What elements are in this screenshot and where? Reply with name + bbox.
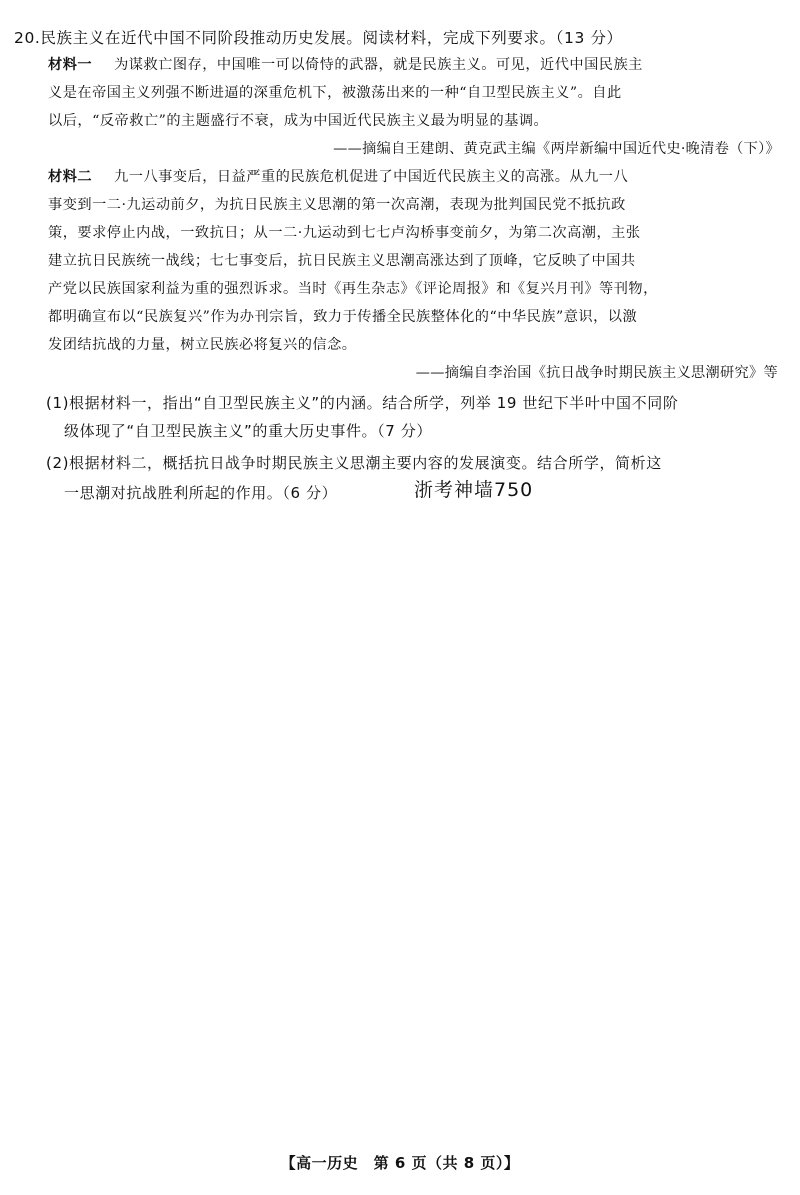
material-one-label: 材料一 [48,57,93,73]
material-two-source: ——摘编自李治国《抗日战争时期民族主义思潮研究》等 [415,365,778,381]
material-two-line-7: 发团结抗战的力量，树立民族必将复兴的信念。 [48,337,357,353]
material-two-line-5: 产党以民族国家利益为重的强烈诉求。当时《再生杂志》《评论周报》和《复兴月刊》等刊物， [48,281,658,297]
material-two-line-6: 都明确宣布以“民族复兴”作为办刊宗旨，致力于传播全民族整体化的“中华民族”意识，以激 [48,309,638,325]
material-two-label: 材料二 [48,169,93,185]
material-one-line-1: 为谋救亡图存，中国唯一可以倚恃的武器，就是民族主义。可见，近代中国民族主 [114,57,643,73]
sub-question-1-line-1: (1)根据材料一，指出“自卫型民族主义”的内涵。结合所学，列举 19 世纪下半叶中国不同阶 [46,394,679,412]
material-one-line [48,55,643,75]
page-footer: 【高一历史 第 6 页（共 8 页）】 [280,1154,520,1172]
question-title: 20.民族主义在近代中国不同阶段推动历史发展。阅读材料，完成下列要求。（13 分） [14,29,623,47]
sub-question-1-line-2: 级体现了“自卫型民族主义”的重大历史事件。（7 分） [64,422,432,440]
material-two-line-4: 建立抗日民族统一战线；七七事变后，抗日民族主义思潮高涨达到了顶峰，它反映了中国共 [48,253,636,269]
sub-question-2-line-2: 一思潮对抗战胜利所起的作用。（6 分） [64,484,338,502]
handwritten-note: 浙考神墙750 [414,479,534,501]
sub-question-2-line-1: (2)根据材料二，概括抗日战争时期民族主义思潮主要内容的发展演变。结合所学，简析这 [46,454,662,472]
material-one-source: ——摘编自王建朗、黄克武主编《两岸新编中国近代史·晚清卷（下）》 [333,141,780,157]
material-one-line-2: 义是在帝国主义列强不断进逼的深重危机下，被激荡出来的一种“自卫型民族主义”。自此 [48,85,622,101]
material-two-line-2: 事变到一二·九运动前夕，为抗日民族主义思潮的第一次高潮，表现为批判国民党不抵抗政 [48,197,626,213]
material-two-line-1: 九一八事变后，日益严重的民族危机促进了中国近代民族主义的高涨。从九一八 [114,169,629,185]
material-two-line-3: 策，要求停止内战，一致抗日；从一二·九运动到七七卢沟桥事变前夕，为第二次高潮，主张 [48,225,641,241]
material-one-line-3: 以后，“反帝救亡”的主题盛行不衰，成为中国近代民族主义最为明显的基调。 [48,113,549,129]
material-two-line [48,167,628,187]
